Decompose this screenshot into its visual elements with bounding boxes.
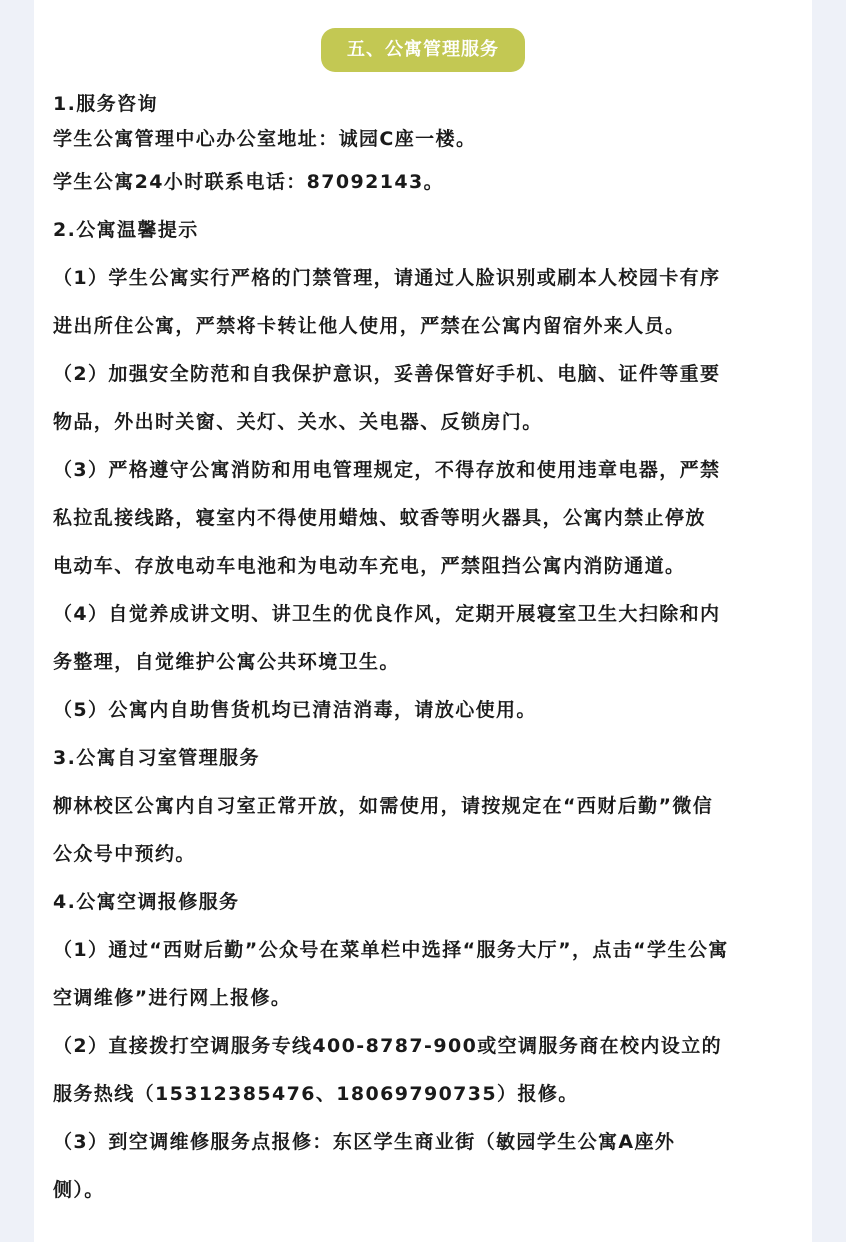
heading-service-consult: 1.服务咨询 — [53, 93, 158, 115]
paragraph-line: 电动车、存放电动车电池和为电动车充电，严禁阻挡公寓内消防通道。 — [53, 555, 686, 577]
paragraph-line: 私拉乱接线路，寝室内不得使用蜡烛、蚊香等明火器具，公寓内禁止停放 — [53, 507, 706, 529]
paragraph-line: （1）通过“西财后勤”公众号在菜单栏中选择“服务大厅”，点击“学生公寓 — [53, 939, 729, 961]
paragraph-line: 务整理，自觉维护公寓公共环境卫生。 — [53, 651, 400, 673]
office-address: 学生公寓管理中心办公室地址：诚园C座一楼。 — [53, 128, 477, 150]
section-title: 五、公寓管理服务 — [321, 28, 525, 72]
paragraph-line: 服务热线（15312385476、18069790735）报修。 — [53, 1083, 579, 1105]
heading-reminders: 2.公寓温馨提示 — [53, 219, 199, 241]
paragraph-line: （3）到空调维修服务点报修：东区学生商业街（敏园学生公寓A座外 — [53, 1131, 676, 1153]
paragraph-line: 进出所住公寓，严禁将卡转让他人使用，严禁在公寓内留宿外来人员。 — [53, 315, 686, 337]
paragraph-line: 柳林校区公寓内自习室正常开放，如需使用，请按规定在“西财后勤”微信 — [53, 795, 714, 817]
paragraph-line: 公众号中预约。 — [53, 843, 196, 865]
paragraph-line: 侧）。 — [53, 1179, 105, 1201]
article-body — [53, 88, 795, 1214]
paragraph-line: （1）学生公寓实行严格的门禁管理，请通过人脸识别或刷本人校园卡有序 — [53, 267, 721, 289]
hotline: 学生公寓24小时联系电话：87092143。 — [53, 171, 445, 193]
paragraph-line: 物品，外出时关窗、关灯、关水、关电器、反锁房门。 — [53, 411, 543, 433]
heading-study-room: 3.公寓自习室管理服务 — [53, 747, 260, 769]
paragraph-line: （4）自觉养成讲文明、讲卫生的优良作风，定期开展寝室卫生大扫除和内 — [53, 603, 721, 625]
paragraph-line: （5）公寓内自助售货机均已清洁消毒，请放心使用。 — [53, 699, 537, 721]
paragraph-line: （2）直接拨打空调服务专线400-8787-900或空调服务商在校内设立的 — [53, 1035, 722, 1057]
paragraph-line: （3）严格遵守公寓消防和用电管理规定，不得存放和使用违章电器，严禁 — [53, 459, 721, 481]
paragraph-line: （2）加强安全防范和自我保护意识，妥善保管好手机、电脑、证件等重要 — [53, 363, 721, 385]
heading-ac-repair: 4.公寓空调报修服务 — [53, 891, 240, 913]
paragraph-line: 空调维修”进行网上报修。 — [53, 987, 292, 1009]
